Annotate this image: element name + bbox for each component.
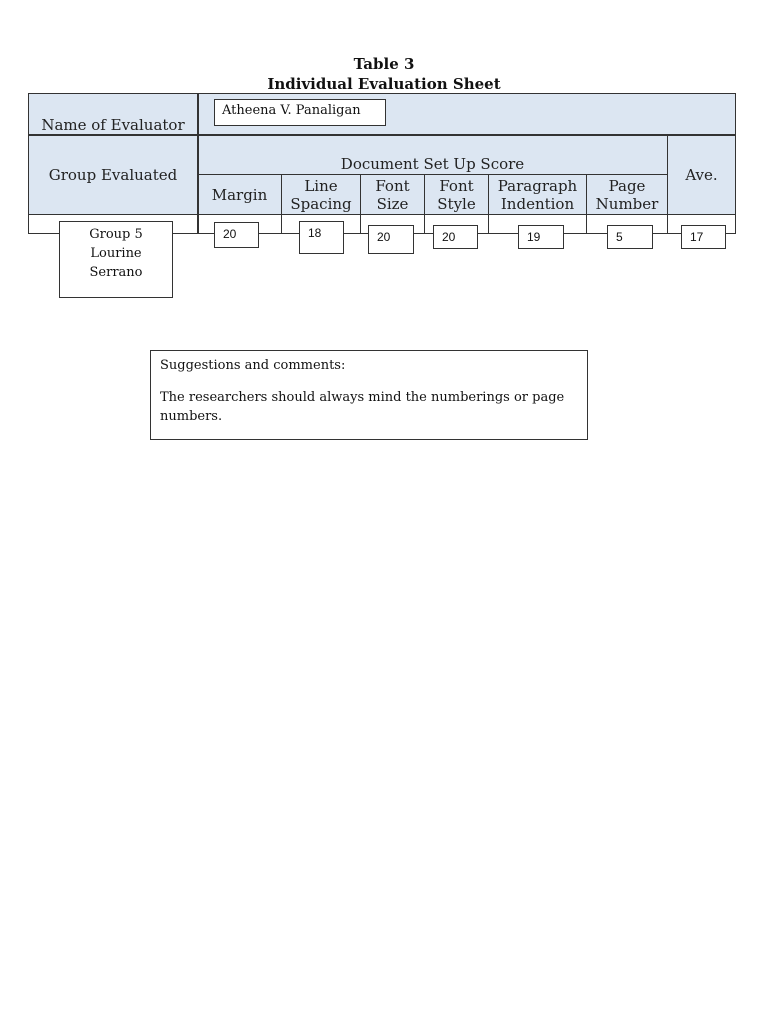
score-font-style: 20 [433, 225, 478, 249]
criterion-font-style: Font Style [437, 177, 476, 213]
name-of-evaluator-label: Name of Evaluator [41, 116, 185, 134]
group-evaluated-label: Group Evaluated [48, 166, 178, 184]
comments-box [150, 350, 588, 440]
table-title: Individual Evaluation Sheet [267, 75, 501, 93]
group-evaluated-box: Group 5 Lourine Serrano [59, 221, 173, 298]
score-font-size: 20 [368, 225, 414, 254]
score-group-header: Document Set Up Score [340, 155, 525, 173]
score-paragraph-indention: 19 [518, 225, 564, 249]
criterion-paragraph-indention: Paragraph Indention [497, 177, 578, 213]
average-score: 17 [681, 225, 726, 249]
comments-heading: Suggestions and comments: [160, 358, 346, 373]
comments-body: The researchers should always mind the numberings or page numbers. [160, 390, 565, 424]
criterion-page-number: Page Number [595, 177, 659, 213]
average-header: Ave. [685, 166, 718, 184]
score-line-spacing: 18 [299, 221, 344, 254]
score-margin: 20 [214, 222, 259, 248]
criterion-line-spacing: Line Spacing [290, 177, 352, 213]
evaluator-name-field: Atheena V. Panaligan [214, 99, 386, 126]
criterion-font-size: Font Size [375, 177, 410, 213]
criterion-margin: Margin [211, 186, 268, 204]
score-page-number: 5 [607, 225, 653, 249]
table-number: Table 3 [353, 55, 415, 73]
